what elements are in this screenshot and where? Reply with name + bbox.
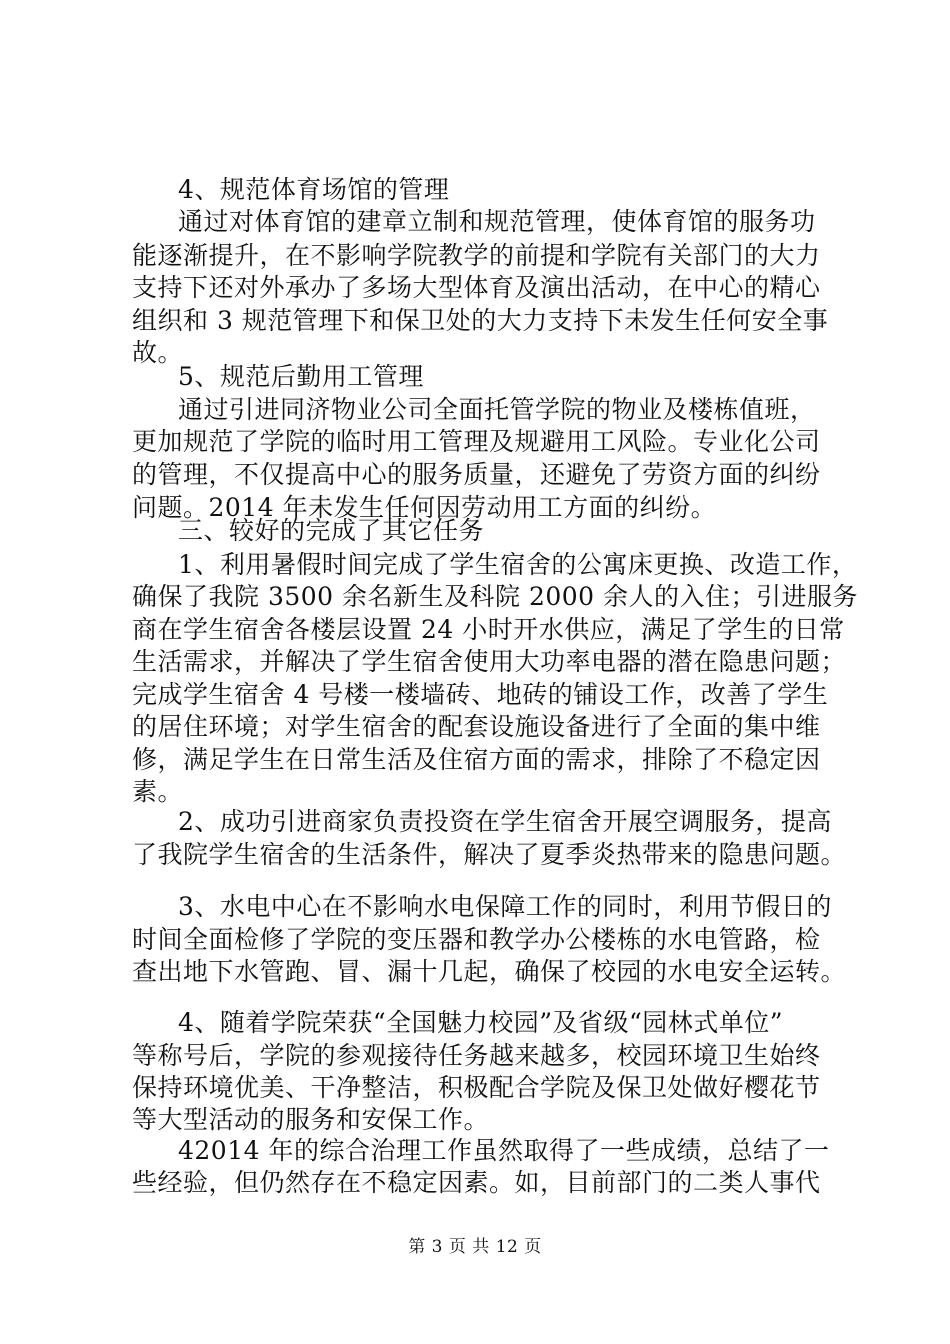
paragraph-line: 能逐渐提升，在不影响学院教学的前提和学院有关部门的大力	[132, 241, 821, 270]
paragraph-line: 修，满足学生在日常生活及住宿方面的需求，排除了不稳定因	[132, 745, 821, 774]
paragraph-line: 的管理，不仅提高中心的服务质量，还避免了劳资方面的纠纷	[132, 460, 821, 489]
paragraph-line: 商在学生宿舍各楼层设置 24 小时开水供应，满足了学生的日常	[132, 615, 845, 644]
paragraph-line: 支持下还对外承办了多场大型体育及演出活动，在中心的精心	[132, 273, 821, 302]
paragraph-line: 1、利用暑假时间完成了学生宿舍的公寓床更换、改造工作，	[178, 550, 858, 579]
paragraph-line: 组织和 3 规范管理下和保卫处的大力支持下未发生任何安全事	[132, 306, 829, 335]
paragraph-line: 问题。2014 年未发生任何因劳动用工方面的纠纷。	[132, 493, 717, 522]
section-heading: 三、较好的完成了其它任务	[178, 516, 485, 545]
paragraph-line: 生活需求，并解决了学生宿舍使用大功率电器的潜在隐患问题；	[132, 647, 847, 676]
paragraph-line: 些经验，但仍然存在不稳定因素。如，目前部门的二类人事代	[132, 1168, 821, 1197]
paragraph-line: 等称号后，学院的参观接待任务越来越多，校园环境卫生始终	[132, 1041, 821, 1070]
paragraph-line: 2、成功引进商家负责投资在学生宿舍开展空调服务，提高	[178, 807, 832, 836]
paragraph-line: 素。	[132, 777, 184, 806]
section-heading: 4、规范体育场馆的管理	[178, 175, 450, 204]
paragraph-line: 通过引进同济物业公司全面托管学院的物业及楼栋值班，	[178, 395, 816, 424]
paragraph-line: 完成学生宿舍 4 号楼一楼墙砖、地砖的铺设工作，改善了学生	[132, 680, 829, 709]
paragraph-line: 故。	[132, 338, 184, 367]
paragraph-line: 的居住环境；对学生宿舍的配套设施设备进行了全面的集中维	[132, 712, 821, 741]
paragraph-line: 了我院学生宿舍的生活条件，解决了夏季炎热带来的隐患问题。	[132, 840, 847, 869]
paragraph-line: 更加规范了学院的临时用工管理及规避用工风险。专业化公司	[132, 427, 821, 456]
section-heading: 5、规范后勤用工管理	[178, 362, 424, 391]
paragraph-line: 时间全面检修了学院的变压器和教学办公楼栋的水电管路，检	[132, 925, 821, 954]
paragraph-line: 查出地下水管跑、冒、漏十几起，确保了校园的水电安全运转。	[132, 957, 847, 986]
page-number-footer: 第 3 页 共 12 页	[408, 1237, 542, 1257]
paragraph-line: 确保了我院 3500 余名新生及科院 2000 余人的入住；引进服务	[132, 582, 859, 611]
paragraph-line: 保持环境优美、干净整洁，积极配合学院及保卫处做好樱花节	[132, 1073, 821, 1102]
paragraph-line: 等大型活动的服务和安保工作。	[132, 1105, 490, 1134]
paragraph-line: 通过对体育馆的建章立制和规范管理，使体育馆的服务功	[178, 207, 816, 236]
paragraph-line: 42014 年的综合治理工作虽然取得了一些成绩，总结了一	[178, 1136, 830, 1165]
paragraph-line: 3、水电中心在不影响水电保障工作的同时，利用节假日的	[178, 892, 832, 921]
paragraph-line: 4、随着学院荣获“全国魅力校园”及省级“园林式单位”	[178, 1008, 784, 1037]
